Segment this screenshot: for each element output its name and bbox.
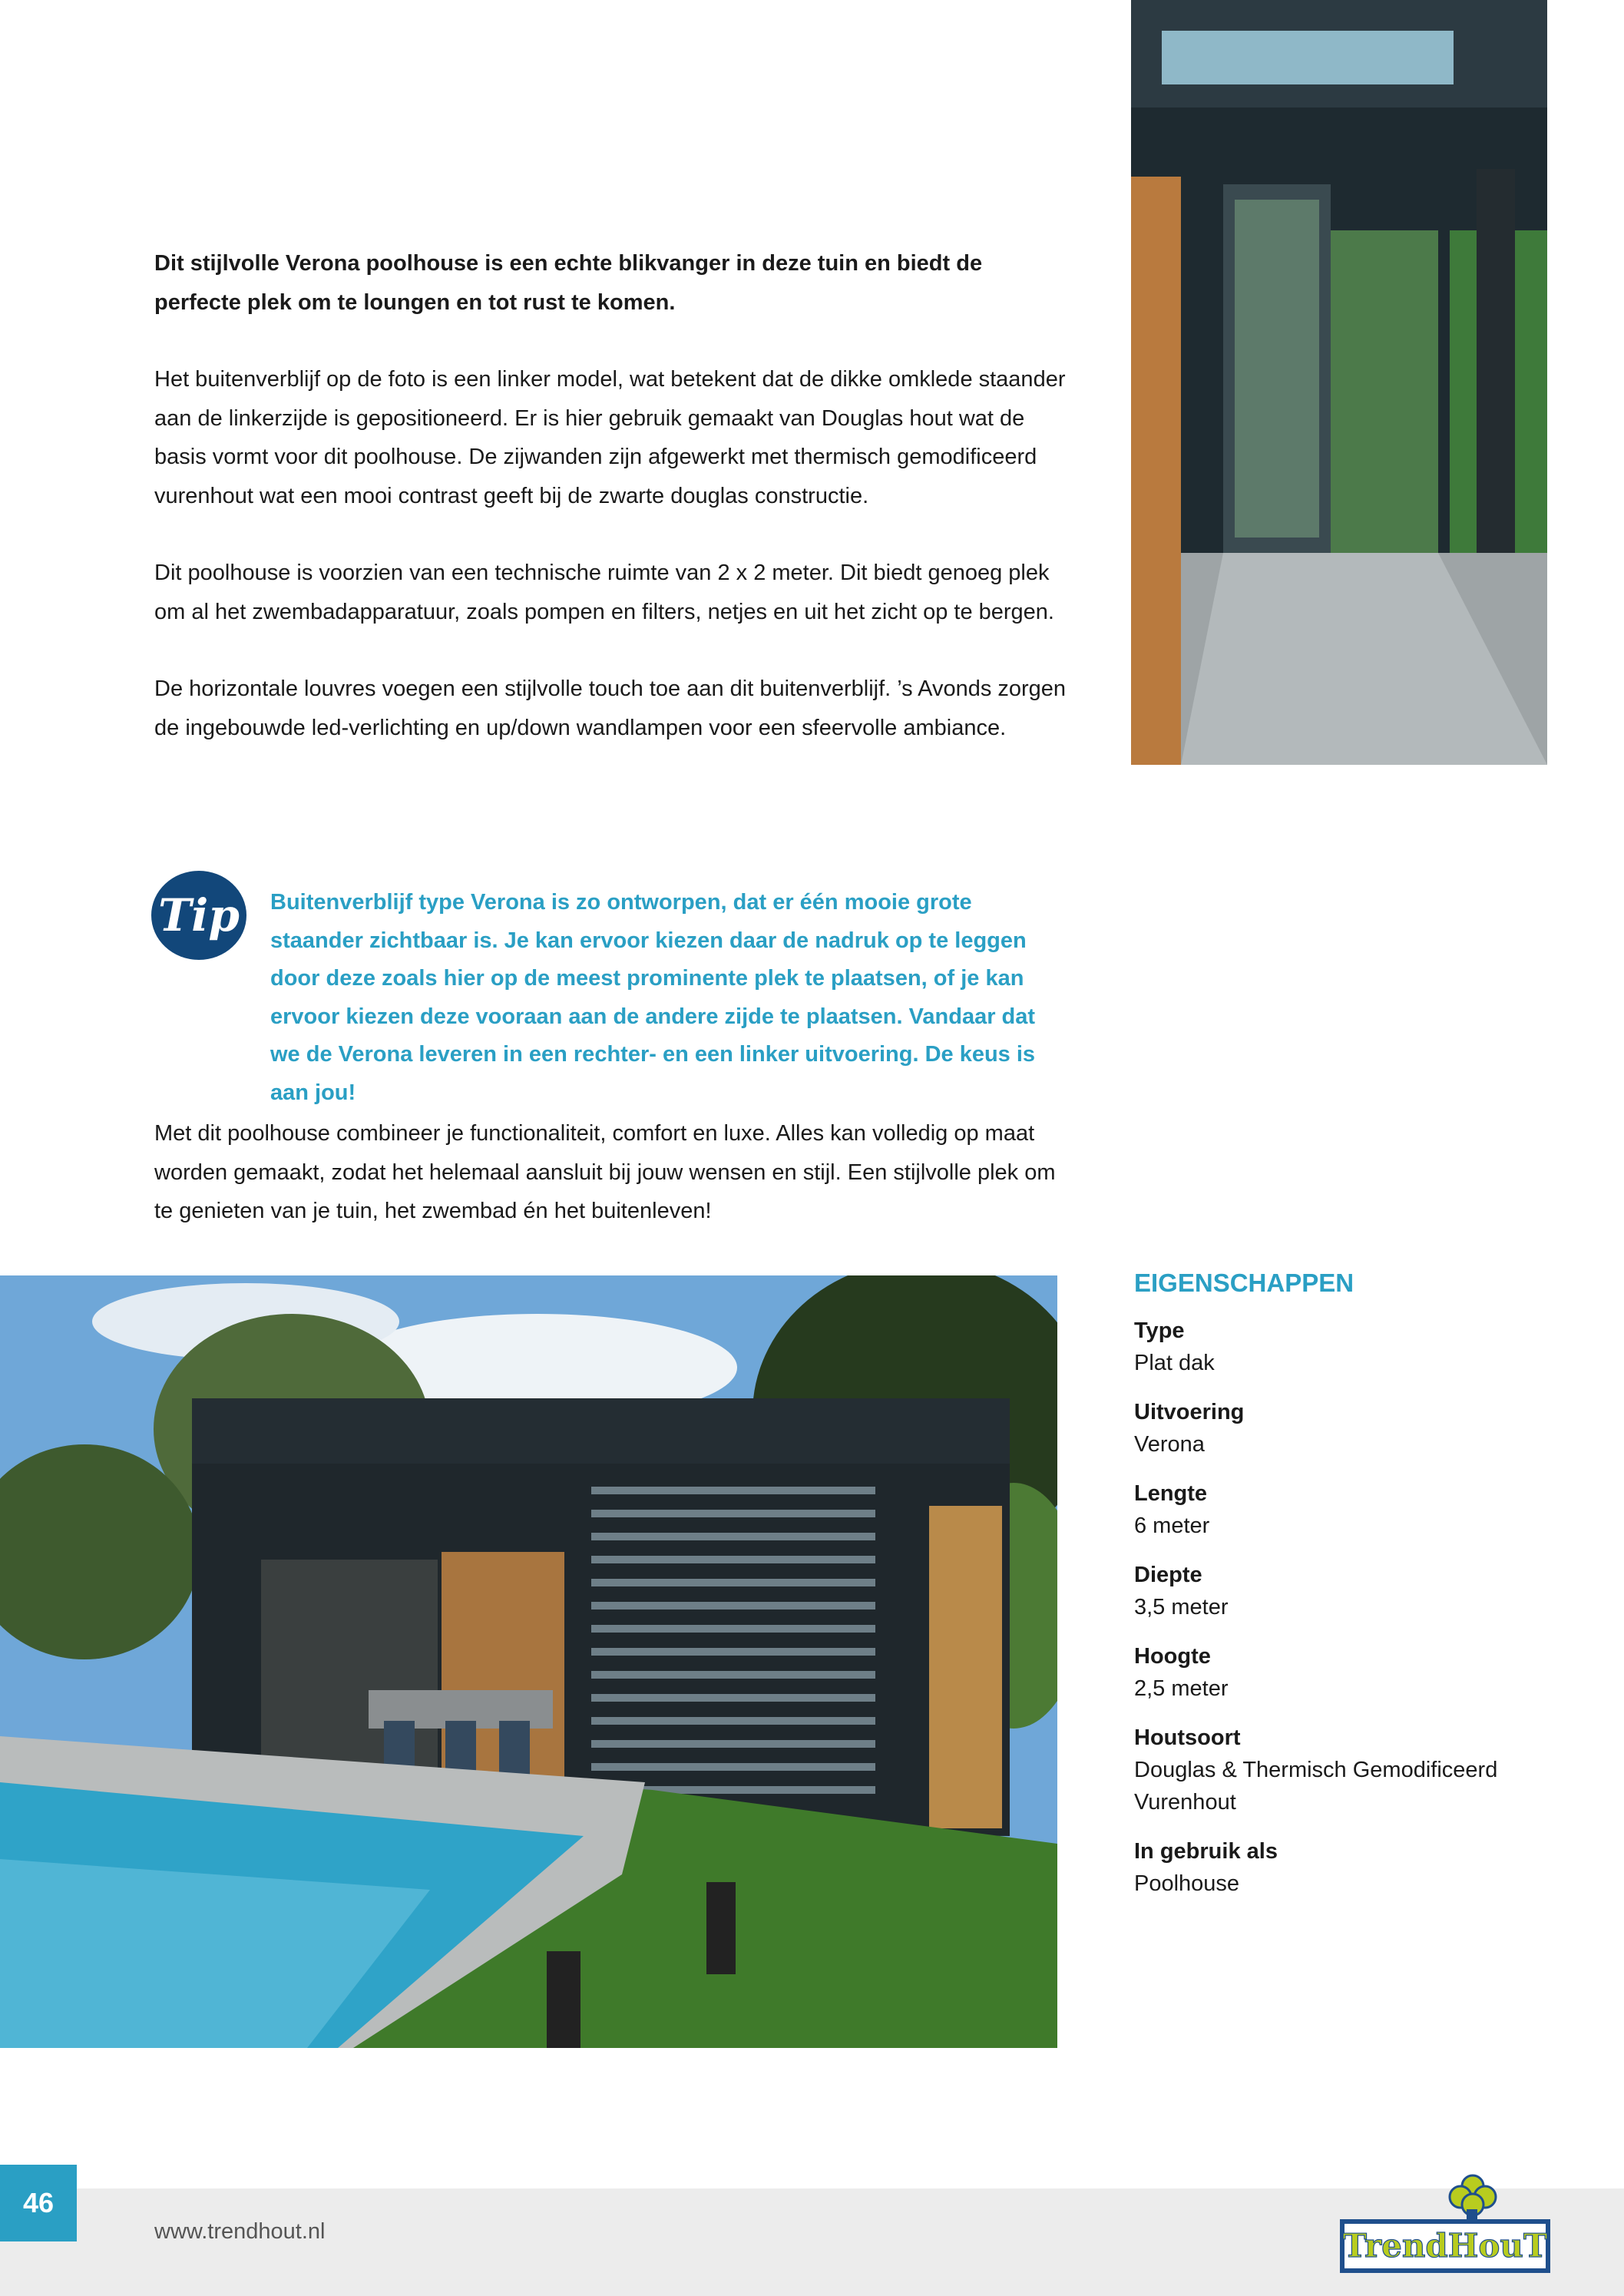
- tip-badge-icon: [150, 869, 247, 961]
- svg-text:TrendHouT: TrendHouT: [1342, 2227, 1548, 2265]
- property-value: 6 meter: [1134, 1514, 1210, 1538]
- photo-poolhouse-exterior: [0, 1275, 1057, 2048]
- property-houtsoort: [1134, 1722, 1595, 1818]
- property-value: Verona: [1134, 1432, 1205, 1457]
- property-label: Lengte: [1134, 1481, 1208, 1506]
- website-link[interactable]: www.trendhout.nl: [154, 2219, 326, 2244]
- property-label: In gebruik als: [1134, 1839, 1278, 1864]
- photo-poolhouse-interior: [1131, 0, 1547, 765]
- trendhout-logo: [1336, 2162, 1555, 2281]
- tip-text: Buitenverblijf type Verona is zo ontworpen, dat er één mooie grote staander zichtbaar is. Je kan ervoor kiezen daar de nadruk op te leggen door deze zoals hier op de meest prominente plek te plaatsen, of je kan ervoor kiezen deze vooraan aan de andere zijde te plaatsen. Vandaar dat we de Verona leveren in een rechter- en een linker uitvoering. De keus is aan jou!: [270, 890, 1036, 1105]
- properties-panel: [1134, 1269, 1595, 1917]
- property-label: Hoogte: [1134, 1644, 1211, 1669]
- property-value: Poolhouse: [1134, 1871, 1240, 1896]
- article-paragraph: De horizontale louvres voegen een stijlvolle touch toe aan dit buitenverblijf. ’s Avonds zorgen de ingebouwde led-verlichting en up/down wandlampen voor een sfeervolle ambiance.: [154, 677, 1067, 740]
- svg-text:Tip: Tip: [158, 889, 240, 941]
- property-value: 2,5 meter: [1134, 1676, 1229, 1701]
- page-number: 46: [0, 2165, 77, 2241]
- property-value: Douglas & Thermisch Gemodificeerd Vurenhout: [1134, 1758, 1498, 1815]
- property-label: Houtsoort: [1134, 1725, 1241, 1750]
- property-type: [1134, 1315, 1595, 1379]
- article-body: [154, 244, 1068, 747]
- property-diepte: [1134, 1559, 1595, 1623]
- property-value: 3,5 meter: [1134, 1595, 1229, 1619]
- article-lead: Dit stijlvolle Verona poolhouse is een echte blikvanger in deze tuin en biedt de perfecte plek om te loungen en tot rust te komen.: [154, 251, 983, 315]
- property-value: Plat dak: [1134, 1351, 1215, 1375]
- article-paragraph: Dit poolhouse is voorzien van een technische ruimte van 2 x 2 meter. Dit biedt genoeg plek om al het zwembadapparatuur, zoals pompen en filters, netjes en uit het zicht op te bergen.: [154, 561, 1054, 624]
- properties-title: EIGENSCHAPPEN: [1134, 1269, 1354, 1297]
- property-uitvoering: [1134, 1396, 1595, 1461]
- article-closing: Met dit poolhouse combineer je functionaliteit, comfort en luxe. Alles kan volledig op maat worden gemaakt, zodat het helemaal aansluit bij jouw wensen en stijl. Een stijlvolle plek om te genieten van je tuin, het zwembad én het buitenleven!: [154, 1121, 1056, 1223]
- article-paragraph: Het buitenverblijf op de foto is een linker model, wat betekent dat de dikke omklede staander aan de linkerzijde is gepositioneerd. Er is hier gebruik gemaakt van Douglas hout wat de basis vormt voor dit poolhouse. De zijwanden zijn afgewerkt met thermisch gemodificeerd vurenhout wat een mooi contrast geeft bij de zwarte douglas constructie.: [154, 367, 1066, 508]
- property-label: Diepte: [1134, 1563, 1202, 1587]
- property-in-gebruik-als: [1134, 1835, 1595, 1900]
- property-label: Uitvoering: [1134, 1400, 1245, 1424]
- property-hoogte: [1134, 1640, 1595, 1705]
- property-lengte: [1134, 1477, 1595, 1542]
- property-label: Type: [1134, 1318, 1185, 1343]
